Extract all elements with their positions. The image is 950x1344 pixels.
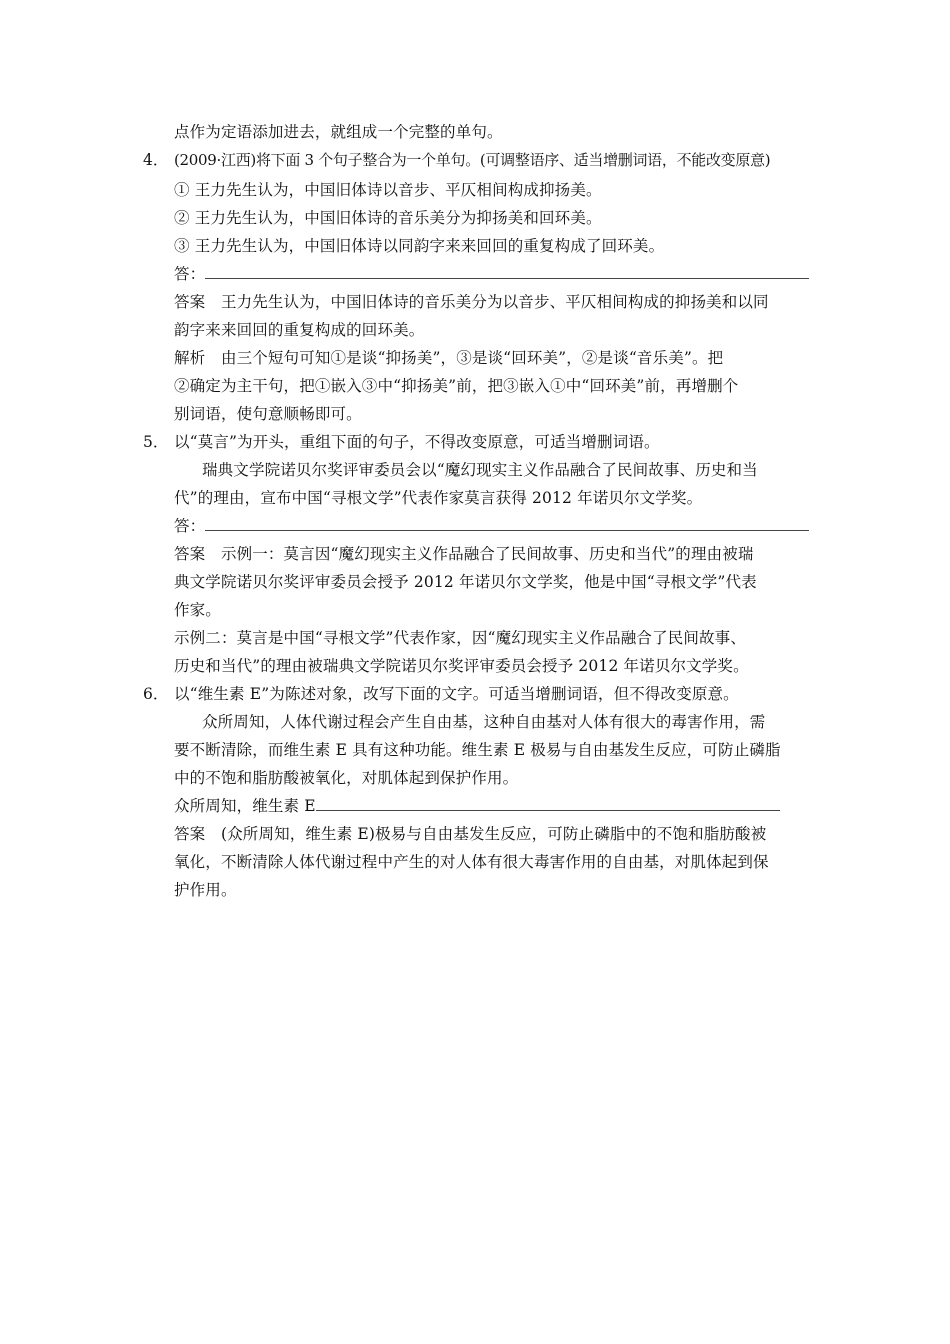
question-number-6: 6． — [143, 685, 169, 703]
question-6-passage-line-2: 要不断清除，而维生素 E 具有这种功能。维生素 E 极易与自由基发生反应，可防止磷脂 — [174, 741, 781, 759]
question-6-answer-line — [174, 796, 814, 816]
question-6-passage-line-1: 众所周知，人体代谢过程会产生自由基，这种自由基对人体有很大的毒害作用，需 — [202, 713, 766, 731]
question-4-explanation-line-3: 别词语，使句意顺畅即可。 — [174, 405, 362, 423]
answer-blank[interactable] — [205, 516, 809, 531]
question-6-key-line-2: 氧化，不断清除人体代谢过程中产生的对人体有很大毒害作用的自由基，对肌体起到保 — [174, 853, 769, 871]
answer-blank[interactable] — [316, 796, 780, 811]
question-5-key-line-1: 答案 示例一：莫言因“魔幻现实主义作品融合了民间故事、历史和当代”的理由被瑞 — [174, 545, 754, 563]
question-6-title: 以“维生素 E”为陈述对象，改写下面的文字。可适当增删词语，但不得改变原意。 — [174, 685, 739, 703]
question-4-sentence-1: ① 王力先生认为，中国旧体诗以音步、平仄相间构成抑扬美。 — [174, 181, 602, 199]
question-4-explanation-line-2: ②确定为主干句，把①嵌入③中“抑扬美”前，把③嵌入①中“回环美”前，再增删个 — [174, 377, 739, 395]
question-6-key-line-3: 护作用。 — [174, 881, 237, 899]
question-4-title: (2009·江西)将下面 3 个句子整合为一个单句。(可调整语序、适当增删词语，不能改变原意) — [174, 151, 771, 169]
question-number-5: 5． — [143, 433, 169, 451]
question-4-explanation-line-1: 解析 由三个短句可知①是谈“抑扬美”，③是谈“回环美”，②是谈“音乐美”。把 — [174, 349, 724, 367]
answer-blank[interactable] — [205, 264, 809, 279]
answer-label: 答： — [174, 265, 206, 283]
question-5-title: 以“莫言”为开头，重组下面的句子，不得改变原意，可适当增删词语。 — [174, 433, 660, 451]
question-5-passage-line-1: 瑞典文学院诺贝尔奖评审委员会以“魔幻现实主义作品融合了民间故事、历史和当 — [202, 461, 758, 479]
question-5-answer-line — [174, 516, 814, 536]
question-6-passage-line-3: 中的不饱和脂肪酸被氧化，对肌体起到保护作用。 — [174, 769, 519, 787]
question-5-passage-line-2: 代”的理由，宣布中国“寻根文学”代表作家莫言获得 2012 年诺贝尔文学奖。 — [174, 489, 703, 507]
question-4-sentence-2: ② 王力先生认为，中国旧体诗的音乐美分为抑扬美和回环美。 — [174, 209, 602, 227]
question-4-sentence-3: ③ 王力先生认为，中国旧体诗以同韵字来来回回的重复构成了回环美。 — [174, 237, 665, 255]
question-4-key-line-2: 韵字来来回回的重复构成的回环美。 — [174, 321, 425, 339]
question-4-answer-line — [174, 264, 814, 284]
answer-label: 众所周知，维生素 E — [174, 797, 316, 815]
question-4-key-line-1: 答案 王力先生认为，中国旧体诗的音乐美分为以音步、平仄相间构成的抑扬美和以同 — [174, 293, 769, 311]
question-5-key-line-5: 历史和当代”的理由被瑞典文学院诺贝尔奖评审委员会授予 2012 年诺贝尔文学奖。 — [174, 657, 749, 675]
question-number-4: 4． — [143, 151, 169, 169]
question-5-key-line-2: 典文学院诺贝尔奖评审委员会授予 2012 年诺贝尔文学奖，他是中国“寻根文学”代表 — [174, 573, 757, 591]
question-5-key-line-4: 示例二：莫言是中国“寻根文学”代表作家，因“魔幻现实主义作品融合了民间故事、 — [174, 629, 746, 647]
question-5-key-line-3: 作家。 — [174, 601, 221, 619]
continued-text: 点作为定语添加进去，就组成一个完整的单句。 — [174, 123, 503, 141]
question-6-key-line-1: 答案 (众所周知，维生素 E)极易与自由基发生反应，可防止磷脂中的不饱和脂肪酸被 — [174, 825, 767, 843]
answer-label: 答： — [174, 517, 206, 535]
